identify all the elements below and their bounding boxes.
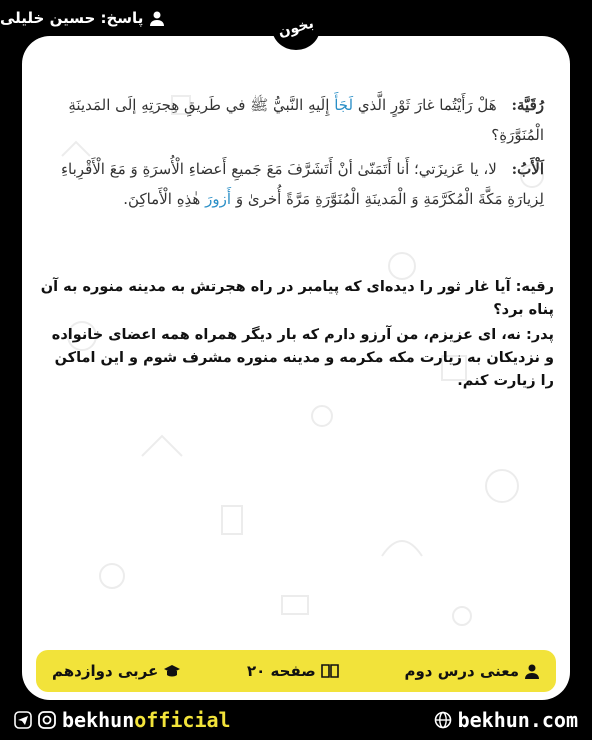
translation-roqayyah: رقیه: آیا غار ثور را دیده‌ای که پیامبر در راه هجرتش به مدینه منوره به آن پناه برد؟ — [40, 279, 554, 318]
speaker-father: اَلْأَبُ: — [511, 160, 544, 178]
bekhun-logo — [272, 6, 320, 50]
handle-text — [62, 708, 231, 732]
persian-translation — [40, 276, 554, 395]
user-icon — [149, 10, 165, 26]
page-text: صفحه ۲۰ — [247, 662, 316, 680]
globe-icon — [434, 711, 452, 729]
speaker-roqayyah: رُقَيَّة: — [511, 96, 544, 114]
grade-text: عربی دوازدهم — [52, 662, 159, 680]
arabic-text: لا، يا عَزيزَتي؛ أَنا أَتَمَنّىٰ أنْ أَتَشَرَّفَ مَعَ جَميعِ أَعضاءِ الْأُسرَةِ وَ مَعَ الْأَقْرِباءِ لِزيارَةِ مَكَّةَ الْمُكَرَّمَةِ وَ الْمَدينَةِ الْمُنَوَّرَةِ مَرَّةً أُخرىٰ وَ — [61, 160, 544, 208]
book-icon — [321, 663, 339, 679]
answer-author — [0, 9, 165, 27]
arabic-line-roqayyah — [44, 90, 544, 150]
student-icon — [524, 663, 540, 679]
answer-author-label: پاسخ: حسین خلیلی — [0, 9, 144, 27]
website-text: bekhun.com — [457, 708, 578, 732]
content-card — [22, 36, 570, 700]
graduation-cap-icon — [163, 663, 181, 679]
logo-text: بخون — [276, 15, 316, 41]
handle-plain: bekhun — [62, 708, 135, 732]
footer — [0, 700, 592, 740]
instagram-icon[interactable] — [38, 711, 56, 729]
arabic-line-father — [44, 154, 544, 214]
handle-accent: official — [134, 708, 231, 732]
social-handle[interactable] — [14, 708, 231, 732]
translation-father: پدر: نه، ای عزیزم، من آرزو دارم که بار دیگر همراه همه اعضای خانواده و نزدیکان به زیارت مکه مکرمه و مدینه منوره مشرف شوم و این اماکن را زیارت کنم. — [51, 327, 554, 389]
lesson-label — [404, 662, 540, 680]
lesson-info-bar — [36, 650, 556, 692]
telegram-icon[interactable] — [14, 711, 32, 729]
arabic-text: هَلْ رَأَيْتُما غارَ ثَوْرٍ الَّذي — [357, 96, 497, 114]
arabic-text: إِلَيهِ النَّبيُّ ﷺ في طَريقِ هِجرَتِهِ إلَى المَدينَةِ الْمُنَوَّرَةِ؟ — [68, 96, 544, 144]
lesson-text: معنی درس دوم — [404, 662, 519, 680]
highlighted-word: لَجَأَ — [334, 96, 354, 114]
arabic-dialogue — [44, 90, 544, 218]
grade-label — [52, 662, 181, 680]
highlighted-word: أَزورَ — [205, 190, 232, 208]
website-link[interactable] — [434, 708, 578, 732]
page-label — [247, 662, 339, 680]
arabic-text: هٰذِهِ الْأَماكِنَ. — [123, 190, 201, 208]
